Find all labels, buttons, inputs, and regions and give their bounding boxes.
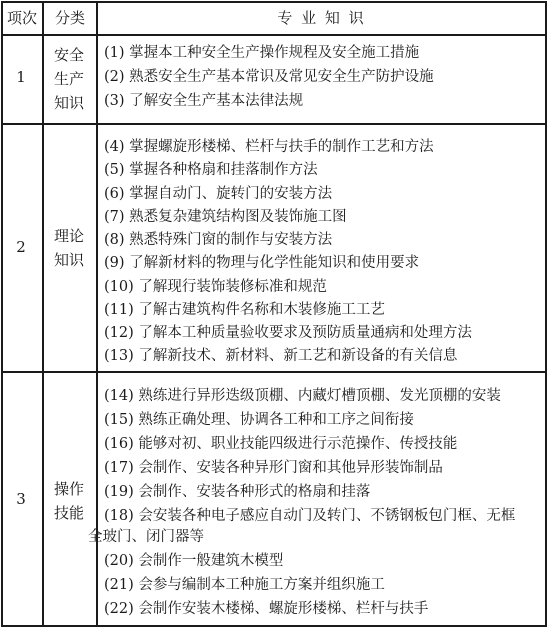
list-item: (13) 了解新技术、新材料、新工艺和新设备的有关信息 xyxy=(104,348,458,364)
category-line: 安全 xyxy=(53,46,84,64)
list-item: (7) 熟悉复杂建筑结构图及装饰施工图 xyxy=(104,209,347,225)
list-item: (21) 会参与编制本工种施工方案并组织施工 xyxy=(104,577,385,593)
list-item: (18) 会安装各种电子感应自动门及转门、不锈钢板包门框、无框 xyxy=(104,508,516,524)
list-item: (11) 了解古建筑构件名称和木装修施工工艺 xyxy=(104,302,385,318)
row-index-3: 3 xyxy=(16,490,26,508)
table-border-right xyxy=(545,1,547,627)
row-category-1 xyxy=(47,43,91,115)
row-category-2 xyxy=(47,224,91,272)
category-line: 理论 xyxy=(53,227,84,245)
row-divider-2 xyxy=(1,371,546,373)
table-border-bottom xyxy=(1,625,546,627)
row-divider-1 xyxy=(1,123,546,125)
row-index-2: 2 xyxy=(16,238,26,256)
list-item: (14) 熟练进行异形迭级顶棚、内藏灯槽顶棚、发光顶棚的安装 xyxy=(104,388,501,404)
row-index-1: 1 xyxy=(16,68,26,86)
list-item: (4) 掌握螺旋形楼梯、栏杆与扶手的制作工艺和方法 xyxy=(104,139,434,155)
table-border-left xyxy=(1,1,3,627)
row-category-3 xyxy=(47,477,91,525)
header-category: 分类 xyxy=(54,8,85,27)
category-line: 生产 xyxy=(53,70,84,88)
list-item: (9) 了解新材料的物理与化学性能知识和使用要求 xyxy=(104,255,420,271)
column-divider-1 xyxy=(42,1,44,627)
list-item: (10) 了解现行装饰装修标准和规范 xyxy=(104,279,327,295)
list-item: (8) 熟悉特殊门窗的制作与安装方法 xyxy=(104,232,333,248)
header-divider xyxy=(1,34,546,36)
list-item: (17) 会制作、安装各种异形门窗和其他异形装饰制品 xyxy=(104,460,443,476)
list-item: (16) 能够对初、职业技能四级进行示范操作、传授技能 xyxy=(104,436,458,452)
header-index: 项次 xyxy=(6,8,37,27)
category-line: 技能 xyxy=(53,504,84,522)
list-item-continuation: 全玻门、闭门器等 xyxy=(88,529,204,545)
list-item: (6) 掌握自动门、旋转门的安装方法 xyxy=(104,186,333,202)
header-knowledge: 专 业 知 识 xyxy=(277,8,366,27)
list-item: (5) 掌握各种格扇和挂落制作方法 xyxy=(104,162,318,178)
list-item: (22) 会制作安装木楼梯、螺旋形楼梯、栏杆与扶手 xyxy=(104,601,429,617)
category-line: 知识 xyxy=(53,94,84,112)
category-line: 知识 xyxy=(53,251,84,269)
list-item: (2) 熟悉安全生产基本常识及常见安全生产防护设施 xyxy=(104,69,434,85)
list-item: (20) 会制作一般建筑木模型 xyxy=(104,553,284,569)
category-line: 操作 xyxy=(53,480,84,498)
list-item: (12) 了解本工种质量验收要求及预防质量通病和处理方法 xyxy=(104,325,472,341)
list-item: (3) 了解安全生产基本法律法规 xyxy=(104,93,304,109)
list-item: (1) 掌握本工种安全生产操作规程及安全施工措施 xyxy=(104,45,420,61)
list-item: (15) 熟练正确处理、协调各工种和工序之间衔接 xyxy=(104,412,414,428)
list-item: (19) 会制作、安装各种形式的格扇和挂落 xyxy=(104,484,371,500)
